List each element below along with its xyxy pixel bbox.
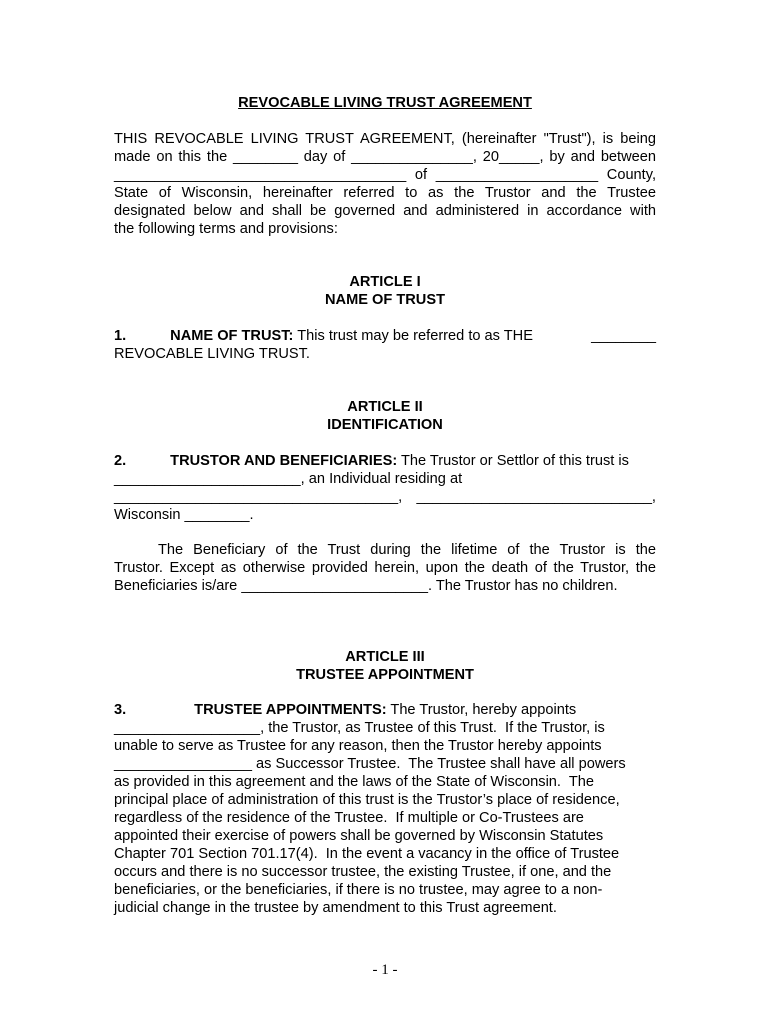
section-3-line-2: __________________, the Trustor, as Trustee of this Trust. If the Trustor, is (114, 720, 605, 736)
section-3-number: 3. (114, 702, 127, 718)
intro-line-1: THIS REVOCABLE LIVING TRUST AGREEMENT, (hereinafter "Trust"), is being (114, 131, 656, 147)
section-3-line-6: principal place of administration of this trust is the Trustor’s place of residence, (114, 792, 620, 808)
section-3-line-9: Chapter 701 Section 701.17(4). In the event a vacancy in the office of Trustee (114, 846, 620, 862)
article-1-number: ARTICLE I (349, 274, 421, 290)
beneficiary-line-2: Trustor. Except as otherwise provided herein, upon the death of the Trustor, the (114, 560, 656, 576)
document-title: REVOCABLE LIVING TRUST AGREEMENT (238, 95, 532, 111)
section-2-number: 2. (114, 453, 127, 469)
intro-line-5: designated below and shall be governed and administered in accordance with (114, 203, 656, 219)
article-1-name: NAME OF TRUST (325, 292, 445, 308)
section-1-title: NAME OF TRUST: (170, 328, 294, 344)
section-2-line-1 (114, 452, 656, 470)
section-3-title: TRUSTEE APPOINTMENTS: (194, 702, 387, 718)
section-1-number: 1. (114, 328, 127, 344)
intro-line-2: made on this the ________ day of _______________, 20_____, by and between (114, 149, 656, 165)
section-3-paragraph (114, 701, 656, 917)
section-3-line-4: _________________ as Successor Trustee. The Trustee shall have all powers (114, 756, 626, 772)
section-1-line-2: REVOCABLE LIVING TRUST. (114, 346, 310, 362)
section-1-blank: ________ (591, 328, 656, 344)
intro-line-3: ____________________________________ of ____________________ County, (114, 167, 656, 183)
section-3-line-1 (114, 701, 656, 719)
section-3-line-5: as provided in this agreement and the laws of the State of Wisconsin. The (114, 774, 594, 790)
article-3-number: ARTICLE III (345, 649, 425, 665)
section-1-text: This trust may be referred to as THE (293, 328, 533, 344)
section-3-line-11: beneficiaries, or the beneficiaries, if there is no trustee, may agree to a non- (114, 882, 603, 898)
intro-line-4: State of Wisconsin, hereinafter referred to as the Trustor and the Trustee (114, 185, 656, 201)
beneficiary-paragraph (114, 541, 656, 595)
section-3-text: The Trustor, hereby appoints (386, 702, 577, 718)
article-3-name: TRUSTEE APPOINTMENT (296, 667, 474, 683)
section-2-text: The Trustor or Settlor of this trust is (397, 453, 629, 469)
section-1-line-1 (114, 327, 656, 345)
article-2-name: IDENTIFICATION (327, 417, 443, 433)
section-2-line-4: Wisconsin ________. (114, 507, 254, 523)
page-number: - 1 - (372, 962, 398, 978)
section-2-line-3: ___________________________________, _____________________________, (114, 489, 656, 505)
article-2-number: ARTICLE II (347, 399, 423, 415)
section-3-line-7: regardless of the residence of the Trustee. If multiple or Co-Trustees are (114, 810, 584, 826)
section-3-line-10: occurs and there is no successor trustee, the existing Trustee, if one, and the (114, 864, 612, 880)
beneficiary-line-3: Beneficiaries is/are _______________________. The Trustor has no children. (114, 578, 618, 594)
section-2-title: TRUSTOR AND BENEFICIARIES: (170, 453, 398, 469)
section-3-line-12: judicial change in the trustee by amendment to this Trust agreement. (114, 900, 557, 916)
section-3-line-8: appointed their exercise of powers shall be governed by Wisconsin Statutes (114, 828, 604, 844)
section-2-line-2: _______________________, an Individual residing at (114, 471, 463, 487)
intro-paragraph (114, 130, 656, 238)
section-3-line-3: unable to serve as Trustee for any reason, then the Trustor hereby appoints (114, 738, 602, 754)
beneficiary-line-1: The Beneficiary of the Trust during the lifetime of the Trustor is the (158, 542, 656, 558)
section-1-paragraph (114, 327, 656, 363)
section-2-paragraph (114, 452, 656, 524)
intro-line-6: the following terms and provisions: (114, 221, 338, 237)
